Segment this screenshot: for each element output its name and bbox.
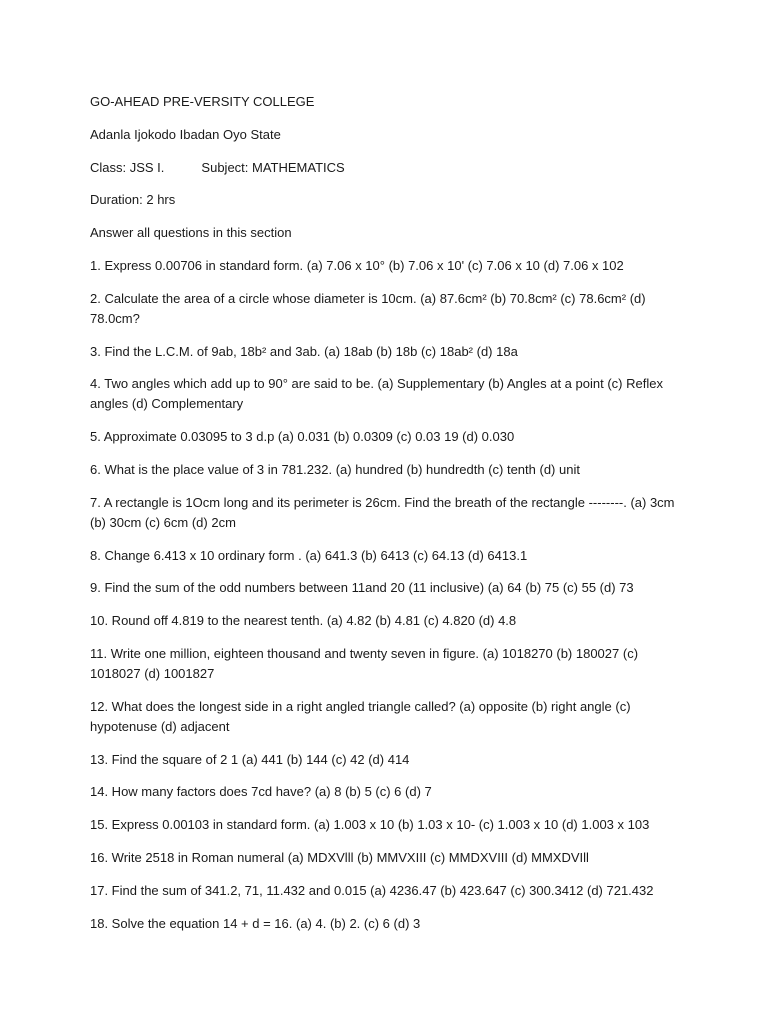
question-item: 7. A rectangle is 1Ocm long and its perimeter is 26cm. Find the breath of the rectangle --------. (a) 3cm (b) 30cm (c) 6cm (d) 2cm — [90, 494, 675, 530]
exam-duration: Duration: 2 hrs — [90, 192, 176, 208]
question-item: 10. Round off 4.819 to the nearest tenth. (a) 4.82 (b) 4.81 (c) 4.820 (d) 4.8 — [90, 613, 517, 629]
school-address: Adanla Ijokodo Ibadan Oyo State — [90, 126, 281, 142]
question-item: 5. Approximate 0.03095 to 3 d.p (a) 0.031 (b) 0.0309 (c) 0.03 19 (d) 0.030 — [90, 429, 515, 445]
question-item: 13. Find the square of 2 1 (a) 441 (b) 144 (c) 42 (d) 414 — [90, 751, 410, 767]
question-item: 15. Express 0.00103 in standard form. (a) 1.003 x 10 (b) 1.03 x 10- (c) 1.003 x 10 (d) 1.003 x 103 — [90, 817, 650, 833]
tab-spacer — [164, 158, 201, 178]
question-item: 11. Write one million, eighteen thousand and twenty seven in figure. (a) 1018270 (b) 180027 (c) 1018027 (d) 1001827 — [90, 645, 639, 681]
question-item: 3. Find the L.C.M. of 9ab, 18b² and 3ab. (a) 18ab (b) 18b (c) 18ab² (d) 18a — [90, 343, 518, 359]
school-name: GO-AHEAD PRE-VERSITY COLLEGE — [90, 94, 315, 109]
class-subject-line — [90, 158, 690, 178]
question-item: 2. Calculate the area of a circle whose diameter is 10cm. (a) 87.6cm² (b) 70.8cm² (c) 78.6cm² (d) 78.0cm? — [90, 290, 646, 326]
question-item: 14. How many factors does 7cd have? (a) 8 (b) 5 (c) 6 (d) 7 — [90, 784, 432, 800]
question-item: 1. Express 0.00706 in standard form. (a) 7.06 x 10° (b) 7.06 x 10' (c) 7.06 x 10 (d) 7.06 x 102 — [90, 257, 624, 273]
question-item: 6. What is the place value of 3 in 781.232. (a) hundred (b) hundredth (c) tenth (d) unit — [90, 461, 580, 477]
question-item: 8. Change 6.413 x 10 ordinary form . (a) 641.3 (b) 6413 (c) 64.13 (d) 6413.1 — [90, 547, 528, 563]
question-item: 12. What does the longest side in a right angled triangle called? (a) opposite (b) right angle (c) hypotenuse (d) adjacent — [90, 698, 631, 734]
question-item: 16. Write 2518 in Roman numeral (a) MDXVlll (b) MMVXIII (c) MMDXVIII (d) MMXDVIll — [90, 849, 589, 865]
subject-label: Subject: MATHEMATICS — [201, 159, 345, 175]
class-label: Class: JSS I. — [90, 159, 165, 175]
question-item: 18. Solve the equation 14 + d = 16. (a) 4. (b) 2. (c) 6 (d) 3 — [90, 915, 421, 931]
section-instruction: Answer all questions in this section — [90, 225, 292, 241]
question-item: 9. Find the sum of the odd numbers between 11and 20 (11 inclusive) (a) 64 (b) 75 (c) 55 (d) 73 — [90, 580, 634, 596]
question-item: 17. Find the sum of 341.2, 71, 11.432 and 0.015 (a) 4236.47 (b) 423.647 (c) 300.3412 (d) 721.432 — [90, 882, 654, 898]
question-item: 4. Two angles which add up to 90° are said to be. (a) Supplementary (b) Angles at a point (c) Reflex angles (d) Complementary — [90, 376, 663, 412]
document-body — [90, 92, 690, 946]
